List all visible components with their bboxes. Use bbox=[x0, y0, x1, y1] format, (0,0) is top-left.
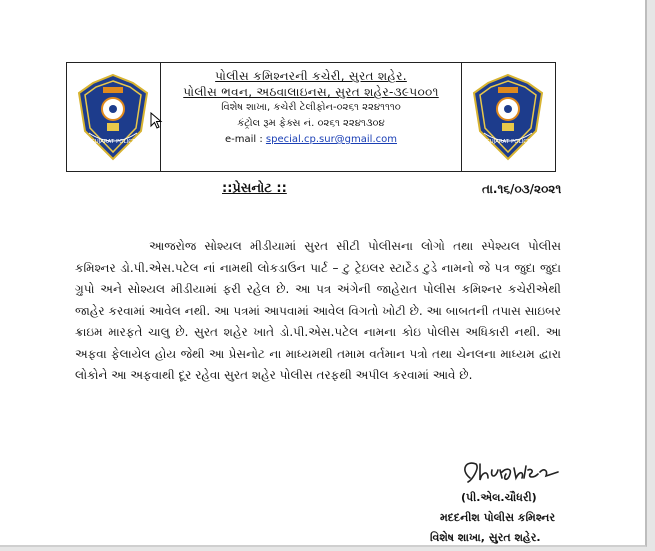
office-name: પોલીસ કમિશ્નરની કચેરી, સુરત શહેર. bbox=[215, 69, 407, 83]
logo-text: GUJARAT POLICE bbox=[485, 139, 531, 145]
mouse-pointer-icon bbox=[150, 112, 164, 130]
signatory-department: વિશેષ શાખા, સુરત શહેર. bbox=[430, 531, 541, 544]
signatory-role: મદદનીશ પોલીસ કમિશ્નર bbox=[440, 511, 556, 524]
police-badge-icon bbox=[470, 71, 546, 163]
letterhead-address bbox=[161, 63, 461, 171]
letterhead bbox=[66, 62, 556, 172]
signatory-name: (પી.એલ.ચૌધરી) bbox=[461, 491, 537, 504]
gujarat-police-logo-left bbox=[67, 63, 161, 171]
email-link[interactable]: special.cp.sur@gmail.com bbox=[265, 134, 397, 145]
office-address: પોલીસ ભવન, અઠવાલાઇનસ, સુરત શહેર-૩૯૫૦૦૧ bbox=[183, 85, 439, 99]
logo-text: GUJARAT POLICE bbox=[90, 139, 136, 145]
email-label: e-mail : bbox=[225, 134, 266, 145]
signature-image bbox=[458, 456, 570, 492]
press-note-body: આજરોજ સોશ્યલ મીડીયામાં સુરત સીટી પોલીસના લોગો તથા સ્પેશ્યલ પોલીસ કમિશ્નર ડો.પી.એસ.પટેલ નાં નામથી લોકડાઉન પાર્ટ – ટુ ટ્રેઇલર સ્ટાર્ટેડ ટુડે નામનો જે પત્ર જુદા જુદા ગ્રુપો અને સોશ્યલ મીડીયામાં ફરી રહેલ છે. આ પત્ર અંગેની જાહેરાત પોલીસ કમિશ્નર કચેરીએથી જાહેર કરવામાં આવેલ નથી. આ પત્રમાં આપવામાં આવેલ વિગતો ખોટી છે. આ બાબતની તપાસ સાઇબર ક્રાઇમ મારફતે ચાલુ છે. સુરત શહેર ખાતે ડો.પી.એસ.પટેલ નામના કોઇ પોલીસ અધિકારી નથી. આ અફવા ફેલાયેલ હોય જેથી આ પ્રેસનોટ ના માધ્યમથી તમામ વર્તમાન પત્રો તથા ચેનલના માધ્યમ દ્વારા લોકોને આ અફવાથી દૂર રહેવા સુરત શહેર પોલીસ તરફથી અપીલ કરવામાં આવે છે. bbox=[75, 239, 561, 382]
office-phone: વિશેષ શાખા, કચેરી ટેલીફોન-૦૨૬૧ ૨૨૪૧૧૧૦ bbox=[221, 102, 401, 113]
control-room-fax: કંટ્રોલ રૂમ ફેક્સ નં. ૦૨૬૧ ૨૨૪૧૩૦૪ bbox=[237, 118, 385, 129]
press-note-title: ::પ્રેસનોટ :: bbox=[222, 181, 287, 196]
police-badge-icon bbox=[75, 71, 151, 163]
gujarat-police-logo-right bbox=[461, 63, 555, 171]
email-line bbox=[161, 132, 461, 148]
press-note-date: તા.૧૬/૦૩/૨૦૨૧ bbox=[482, 182, 562, 196]
